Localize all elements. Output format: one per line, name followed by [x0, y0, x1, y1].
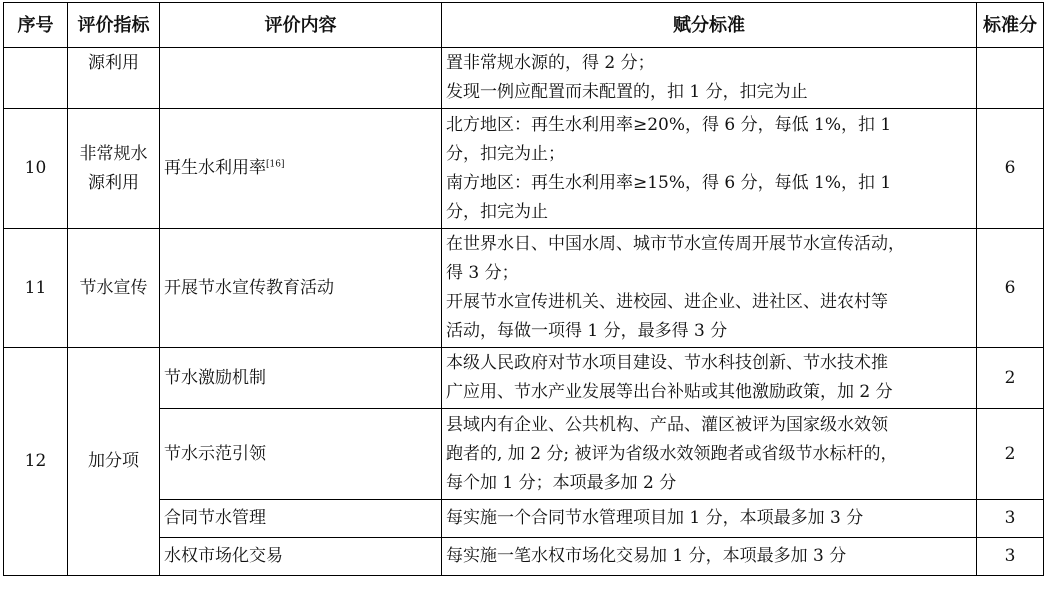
row-id: 11 — [4, 229, 68, 348]
row-score — [977, 48, 1044, 109]
table-row — [4, 538, 1044, 576]
table-row — [4, 500, 1044, 538]
row-content: 开展节水宣传教育活动 — [160, 229, 442, 348]
row-criteria: 置非常规水源的，得 2 分； 发现一例应配置而未配置的，扣 1 分，扣完为止 — [442, 48, 977, 109]
row-criteria: 每实施一笔水权市场化交易加 1 分，本项最多加 3 分 — [442, 538, 977, 576]
row-criteria: 在世界水日、中国水周、城市节水宣传周开展节水宣传活动， 得 3 分； 开展节水宣传进机关、进校园、进企业、进社区、进农村等 活动，每做一项得 1 分，最多得 3 分 — [442, 229, 977, 348]
table-row — [4, 348, 1044, 409]
reference-note: [16] — [266, 159, 285, 170]
row-score: 2 — [977, 348, 1044, 409]
table-row — [4, 109, 1044, 229]
row-criteria: 每实施一个合同节水管理项目加 1 分，本项最多加 3 分 — [442, 500, 977, 538]
row-id: 12 — [4, 348, 68, 576]
row-content: 水权市场化交易 — [160, 538, 442, 576]
table-row — [4, 409, 1044, 500]
row-criteria: 县域内有企业、公共机构、产品、灌区被评为国家级水效领 跑者的, 加 2 分; 被评为省级水效领跑者或省级节水标杆的， 每个加 1 分；本项最多加 2 分 — [442, 409, 977, 500]
row-content: 节水示范引领 — [160, 409, 442, 500]
header-row — [4, 3, 1044, 48]
header-criteria: 赋分标准 — [442, 3, 977, 48]
row-criteria: 本级人民政府对节水项目建设、节水科技创新、节水技术推 广应用、节水产业发展等出台补贴或其他激励政策，加 2 分 — [442, 348, 977, 409]
row-criteria: 北方地区：再生水利用率≥20%，得 6 分，每低 1%，扣 1 分，扣完为止； 南方地区：再生水利用率≥15%，得 6 分，每低 1%，扣 1 分，扣完为止 — [442, 109, 977, 229]
row-indicator: 非常规水 源利用 — [68, 109, 160, 229]
evaluation-table — [3, 2, 1044, 576]
header-indicator: 评价指标 — [68, 3, 160, 48]
table-row — [4, 229, 1044, 348]
row-indicator: 加分项 — [68, 348, 160, 576]
row-content — [160, 48, 442, 109]
row-content: 节水激励机制 — [160, 348, 442, 409]
row-score: 2 — [977, 409, 1044, 500]
header-score: 标准分 — [977, 3, 1044, 48]
row-content: 再生水利用率[16] — [160, 109, 442, 229]
row-content: 合同节水管理 — [160, 500, 442, 538]
row-id: 10 — [4, 109, 68, 229]
row-score: 6 — [977, 109, 1044, 229]
row-indicator: 节水宣传 — [68, 229, 160, 348]
table-row — [4, 48, 1044, 109]
row-score: 3 — [977, 500, 1044, 538]
header-content: 评价内容 — [160, 3, 442, 48]
row-indicator: 源利用 — [68, 48, 160, 109]
header-id: 序号 — [4, 3, 68, 48]
row-score: 6 — [977, 229, 1044, 348]
row-id — [4, 48, 68, 109]
row-score: 3 — [977, 538, 1044, 576]
